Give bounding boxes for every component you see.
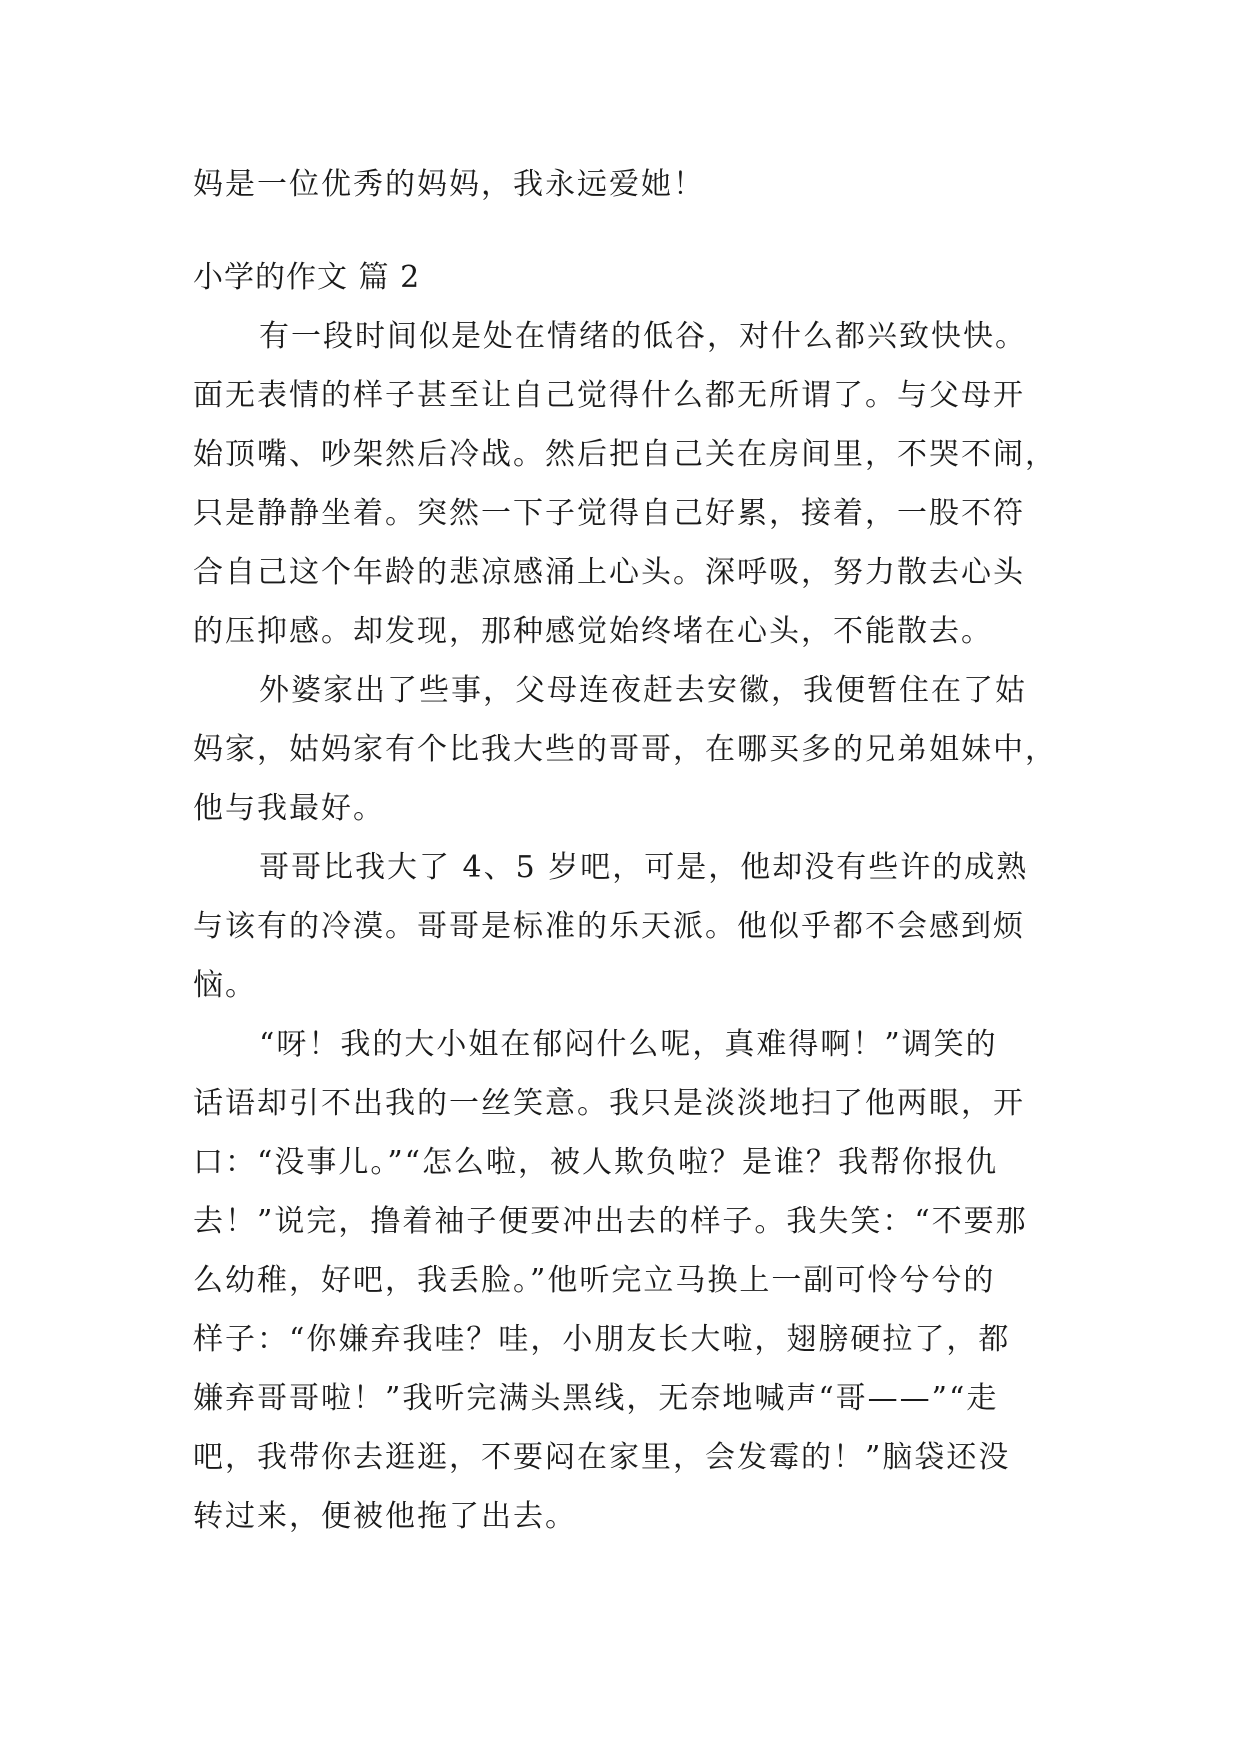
paragraph-2	[193, 661, 1057, 838]
text-line: 有一段时间似是处在情绪的低谷，对什么都兴致快快。	[259, 319, 1027, 354]
text-line: 外婆家出了些事，父母连夜赶去安徽，我便暂住在了姑	[259, 673, 1027, 708]
text-line: 吧，我带你去逛逛，不要闷在家里，会发霉的！”脑袋还没	[193, 1440, 1011, 1475]
text-line: 合自己这个年龄的悲凉感涌上心头。深呼吸，努力散去心头	[193, 555, 1025, 590]
intro-text	[193, 155, 1053, 214]
text-line: 么幼稚，好吧，我丢脸。”他听完立马换上一副可怜兮兮的	[193, 1263, 996, 1298]
text-line: 妈家，姑妈家有个比我大些的哥哥，在哪买多的兄弟姐妹中，	[193, 732, 1057, 767]
section-heading: 小学的作文 篇 2	[193, 260, 421, 295]
text-line: 妈是一位优秀的妈妈，我永远爱她！	[193, 167, 705, 202]
document-body	[193, 155, 1057, 1546]
text-line: “呀！我的大小姐在郁闷什么呢，真难得啊！”调笑的	[259, 1027, 998, 1062]
text-line: 他与我最好。	[193, 791, 385, 826]
text-line: 转过来，便被他拖了出去。	[193, 1499, 577, 1534]
text-line: 样子：“你嫌弃我哇？哇，小朋友长大啦，翅膀硬拉了，都	[193, 1322, 1011, 1357]
text-line: 哥哥比我大了 4、5 岁吧，可是，他却没有些许的成熟	[259, 850, 1029, 885]
text-line: 话语却引不出我的一丝笑意。我只是淡淡地扫了他两眼，开	[193, 1086, 1025, 1121]
paragraph-4	[193, 1015, 1053, 1546]
text-line: 面无表情的样子甚至让自己觉得什么都无所谓了。与父母开	[193, 378, 1025, 413]
text-line: 与该有的冷漠。哥哥是标准的乐天派。他似乎都不会感到烦	[193, 909, 1025, 944]
text-line: 恼。	[193, 968, 257, 1003]
text-line: 的压抑感。却发现，那种感觉始终堵在心头，不能散去。	[193, 614, 993, 649]
text-line: 口：“没事儿。”“怎么啦，被人欺负啦？是谁？我帮你报仇	[193, 1145, 999, 1180]
text-line: 始顶嘴、吵架然后冷战。然后把自己关在房间里，不哭不闹，	[193, 437, 1057, 472]
paragraph-1	[193, 307, 1057, 661]
text-line: 只是静静坐着。突然一下子觉得自己好累，接着，一股不符	[193, 496, 1025, 531]
paragraph-3	[193, 838, 1053, 1015]
text-line: 嫌弃哥哥啦！”我听完满头黑线，无奈地喊声“哥——”“走	[193, 1381, 999, 1416]
text-line: 去！”说完，撸着袖子便要冲出去的样子。我失笑：“不要那	[193, 1204, 1028, 1239]
